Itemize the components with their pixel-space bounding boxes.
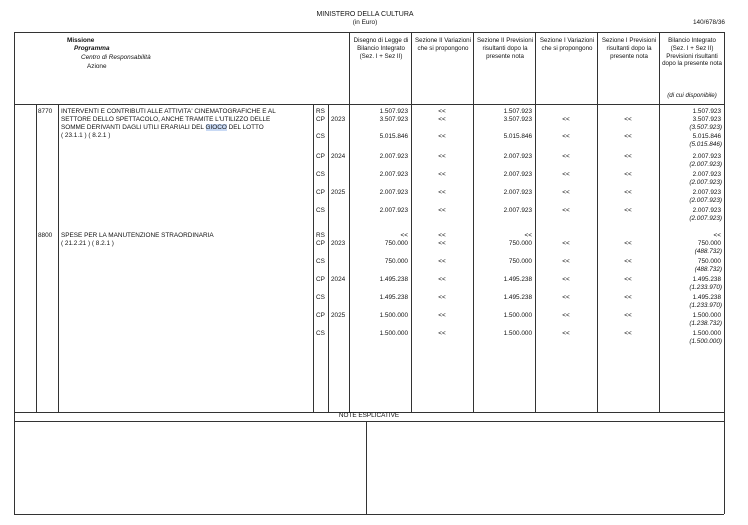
row-type: CS <box>316 258 325 265</box>
cell-disponibile: (2.007.923) <box>689 179 722 186</box>
cell-c4: << <box>562 153 570 160</box>
cell-disponibile: (2.007.923) <box>689 161 722 168</box>
chapter-code: 8770 <box>38 108 53 115</box>
header-col-sez1-var: Sezione I Variazioni che si propongono <box>539 37 595 52</box>
cell-c5: << <box>624 171 632 178</box>
header-col-sez2-prev: Sezione II Previsioni risultanti dopo la presente nota <box>476 37 534 60</box>
cell-c1: 1.500.000 <box>379 312 408 319</box>
cell-c5: << <box>624 189 632 196</box>
notes-title: NOTE ESPLICATIVE <box>338 412 400 419</box>
cell-c1: 1.495.238 <box>379 294 408 301</box>
cell-disponibile: (1.238.732) <box>689 320 722 327</box>
cell-disponibile: (1.500.000) <box>689 338 722 345</box>
cell-c2: << <box>438 276 446 283</box>
cell-c5: << <box>624 330 632 337</box>
cell-c4: << <box>562 294 570 301</box>
cell-c2: << <box>438 108 446 115</box>
cell-disponibile: (488.732) <box>694 248 722 255</box>
cell-disponibile: (2.007.923) <box>689 197 722 204</box>
row-type: CS <box>316 330 325 337</box>
chapter-reference: ( 21.2.21 ) ( 8.2.1 ) <box>61 240 114 247</box>
row-type: CP <box>316 116 325 123</box>
cell-c2: << <box>438 312 446 319</box>
chapter-description-line: SOMME DERIVANTI DAGLI UTILI ERARIALI DEL GIOCO DEL LOTTO <box>61 124 264 131</box>
cell-c3: 2.007.923 <box>503 207 532 214</box>
cell-c6: 3.507.923 <box>692 116 721 123</box>
row-year: 2025 <box>331 312 346 319</box>
cell-c1: 1.507.923 <box>379 108 408 115</box>
chapter-code: 8800 <box>38 232 53 239</box>
header-centro: Centro di Responsabilità <box>81 54 151 61</box>
chapter-description-line: SPESE PER LA MANUTENZIONE STRAORDINARIA <box>61 232 214 239</box>
cell-disponibile: (2.007.923) <box>689 215 722 222</box>
header-col-sez1-prev: Sezione I Previsioni risultanti dopo la presente nota <box>601 37 657 60</box>
cell-c2: << <box>438 207 446 214</box>
cell-c1: 2.007.923 <box>379 189 408 196</box>
cell-c1: << <box>400 232 408 239</box>
cell-disponibile: (1.233.970) <box>689 284 722 291</box>
cell-c3: 5.015.846 <box>503 133 532 140</box>
notes-left-panel <box>15 422 365 513</box>
ministry-title: MINISTERO DELLA CULTURA <box>316 11 414 18</box>
cell-c4: << <box>562 116 570 123</box>
cell-c4: << <box>562 171 570 178</box>
cell-c2: << <box>438 240 446 247</box>
cell-c3: 1.500.000 <box>503 330 532 337</box>
cell-c3: << <box>524 232 532 239</box>
cell-c1: 2.007.923 <box>379 171 408 178</box>
row-type: RS <box>316 108 325 115</box>
cell-c6: 1.500.000 <box>692 312 721 319</box>
cell-c4: << <box>562 207 570 214</box>
cell-c4: << <box>562 276 570 283</box>
cell-c1: 750.000 <box>384 240 408 247</box>
cell-c3: 1.507.923 <box>503 108 532 115</box>
cell-c6: 2.007.923 <box>692 171 721 178</box>
cell-c5: << <box>624 153 632 160</box>
cell-c1: 1.495.238 <box>379 276 408 283</box>
cell-c3: 1.495.238 <box>503 276 532 283</box>
row-year: 2025 <box>331 189 346 196</box>
cell-c6: 5.015.846 <box>692 133 721 140</box>
cell-c5: << <box>624 276 632 283</box>
row-type: CS <box>316 207 325 214</box>
chapter-reference: ( 23.1.1 ) ( 8.2.1 ) <box>61 132 111 139</box>
header-col-integrato: Bilancio Integrato (Sez. I + Sez II) Previsioni risultanti dopo la presente nota <box>662 37 722 68</box>
row-type: CP <box>316 240 325 247</box>
cell-c2: << <box>438 330 446 337</box>
cell-c5: << <box>624 240 632 247</box>
cell-c6: << <box>713 232 721 239</box>
row-type: CP <box>316 153 325 160</box>
row-type: RS <box>316 232 325 239</box>
header-programma: Programma <box>74 45 110 52</box>
cell-c6: 1.507.923 <box>692 108 721 115</box>
cell-c3: 2.007.923 <box>503 171 532 178</box>
cell-c4: << <box>562 258 570 265</box>
cell-c2: << <box>438 258 446 265</box>
cell-disponibile: (3.507.923) <box>689 124 722 131</box>
cell-c2: << <box>438 294 446 301</box>
cell-c5: << <box>624 294 632 301</box>
cell-c6: 2.007.923 <box>692 207 721 214</box>
row-year: 2023 <box>331 116 346 123</box>
cell-c4: << <box>562 330 570 337</box>
header-missione: Missione <box>67 37 95 44</box>
cell-c2: << <box>438 232 446 239</box>
cell-c6: 1.495.238 <box>692 294 721 301</box>
cell-c5: << <box>624 133 632 140</box>
header-col-sez2-var: Sezione II Variazioni che si propongono <box>415 37 471 52</box>
cell-c6: 1.500.000 <box>692 330 721 337</box>
cell-c1: 1.500.000 <box>379 330 408 337</box>
cell-disponibile: (488.732) <box>694 266 722 273</box>
cell-disponibile: (5.015.846) <box>689 141 722 148</box>
chapter-description-line: INTERVENTI E CONTRIBUTI ALLE ATTIVITA' CINEMATOGRAFICHE E AL <box>61 108 276 115</box>
row-type: CS <box>316 171 325 178</box>
cell-c1: 3.507.923 <box>379 116 408 123</box>
cell-c2: << <box>438 171 446 178</box>
cell-c4: << <box>562 312 570 319</box>
cell-c2: << <box>438 189 446 196</box>
cell-disponibile: (1.233.970) <box>689 302 722 309</box>
notes-right-panel <box>367 422 723 513</box>
cell-c2: << <box>438 133 446 140</box>
row-year: 2024 <box>331 276 346 283</box>
row-type: CS <box>316 294 325 301</box>
cell-c5: << <box>624 116 632 123</box>
cell-c1: 2.007.923 <box>379 207 408 214</box>
cell-c2: << <box>438 116 446 123</box>
row-type: CP <box>316 312 325 319</box>
cell-c1: 5.015.846 <box>379 133 408 140</box>
cell-c4: << <box>562 189 570 196</box>
cell-c2: << <box>438 153 446 160</box>
cell-c3: 750.000 <box>508 240 532 247</box>
cell-c5: << <box>624 258 632 265</box>
cell-c6: 750.000 <box>697 240 721 247</box>
cell-c4: << <box>562 133 570 140</box>
row-year: 2023 <box>331 240 346 247</box>
row-type: CP <box>316 276 325 283</box>
cell-c3: 750.000 <box>508 258 532 265</box>
cell-c1: 2.007.923 <box>379 153 408 160</box>
page-reference: 140/678/36 <box>693 19 725 26</box>
header-col-disponibile: (di cui disponibile) <box>667 92 717 99</box>
highlighted-text: GIOCO <box>205 124 227 131</box>
cell-c3: 2.007.923 <box>503 189 532 196</box>
cell-c3: 1.500.000 <box>503 312 532 319</box>
cell-c3: 1.495.238 <box>503 294 532 301</box>
cell-c6: 1.495.238 <box>692 276 721 283</box>
header-azione: Azione <box>87 63 107 70</box>
cell-c6: 2.007.923 <box>692 189 721 196</box>
header-col-ddl: Disegno di Legge di Bilancio Integrato (Sez. I + Sez II) <box>353 37 409 60</box>
cell-c3: 2.007.923 <box>503 153 532 160</box>
cell-c6: 2.007.923 <box>692 153 721 160</box>
cell-c6: 750.000 <box>697 258 721 265</box>
cell-c3: 3.507.923 <box>503 116 532 123</box>
chapter-description-line: SETTORE DELLO SPETTACOLO, ANCHE TRAMITE L'UTILIZZO DELLE <box>61 116 271 123</box>
row-year: 2024 <box>331 153 346 160</box>
cell-c5: << <box>624 207 632 214</box>
cell-c1: 750.000 <box>384 258 408 265</box>
row-type: CP <box>316 189 325 196</box>
cell-c5: << <box>624 312 632 319</box>
unit-label: (in Euro) <box>352 19 378 26</box>
row-type: CS <box>316 133 325 140</box>
cell-c4: << <box>562 240 570 247</box>
